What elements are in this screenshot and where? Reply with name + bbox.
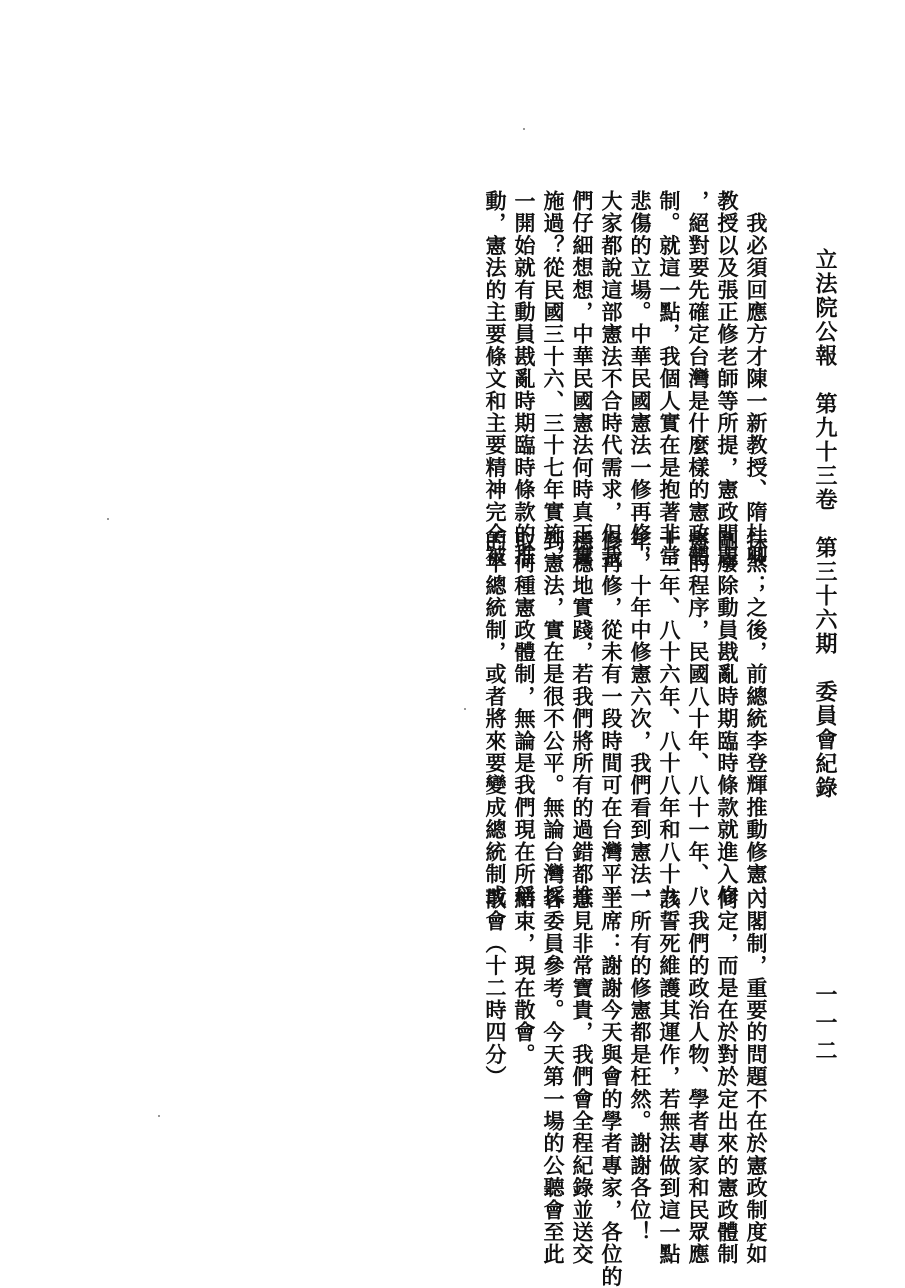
text-column: 大家都說這部憲法不合時代需求，但我 (599, 190, 624, 568)
text-column: 結束，現在散會。 (512, 888, 537, 1066)
text-column: 教授以及張正修老師等所提，憲政問題 (715, 190, 740, 568)
text-column: 各委員參考。今天第一場的公聽會至此 (541, 888, 566, 1266)
gazette-title: 立法院公報 第九十三卷 第三十六期 委員會紀錄 (812, 248, 838, 800)
text-column: ，我們的政治人物、學者專家和民眾應 (686, 888, 711, 1266)
text-column: 修再修，從未有一段時間可在台灣平平 (599, 530, 624, 908)
text-column: 該誓死維護其運作，若無法做到這一點 (657, 888, 682, 1266)
text-column: 抹煞；之後，前總統李登輝推動修憲， (744, 530, 769, 908)
text-column: 年，十年中修憲六次，我們看到憲法一 (628, 530, 653, 908)
running-header (808, 248, 842, 1067)
adjournment-note: 散會（十二時四分） (483, 888, 508, 1088)
text-column: ，絕對要先確定台灣是什麼樣的憲政體 (686, 190, 711, 568)
text-column: 憲的程序，民國八十年、八十一年、八 (686, 530, 711, 908)
text-column: ，所有的修憲都是枉然。謝謝各位！ (628, 888, 653, 1244)
scan-speck (158, 1115, 160, 1117)
text-column: 意見非常寶貴，我們會全程紀錄並送交 (570, 888, 595, 1266)
text-column: 的半總統制，或者將來要變成總統制或 (483, 530, 508, 908)
text-column: 十三年、八十六年、八十八年和八十九 (657, 530, 682, 908)
scan-speck (464, 708, 466, 710)
chairman-remark: 主席：謝謝今天與會的學者專家，各位的 (599, 888, 624, 1288)
text-column: 一開始就有動員戡亂時期臨時條款的推 (512, 190, 537, 568)
text-column: 動，憲法的主要條文和主要精神完全被 (483, 190, 508, 568)
page-number: 一一二 (812, 983, 838, 1067)
scan-speck (523, 128, 525, 130)
text-column: 們仔細想想，中華民國憲法何時真正實 (570, 190, 595, 568)
text-column: 我必須回應方才陳一新教授、隋杜卿 (744, 190, 769, 568)
text-column: 剛廢除動員戡亂時期臨時條款就進入修 (715, 530, 740, 908)
text-column: 何定，而是在於對於定出來的憲政體制 (715, 888, 740, 1266)
text-column: 到憲法，實在是很不公平。無論台灣採 (541, 530, 566, 908)
text-column: 穩穩地實踐，若我們將所有的過錯都推 (570, 530, 595, 908)
scan-speck (107, 518, 109, 520)
text-column: 內閣制，重要的問題不在於憲政制度如 (744, 888, 769, 1266)
text-column: 悲傷的立場。中華民國憲法一修再修， (628, 190, 653, 568)
text-column: 制。就這一點，我個人實在是抱著非常 (657, 190, 682, 568)
text-column: 取何種憲政體制，無論是我們現在所稱 (512, 530, 537, 908)
text-column: 施過？從民國三十六、三十七年實施， (541, 190, 566, 568)
